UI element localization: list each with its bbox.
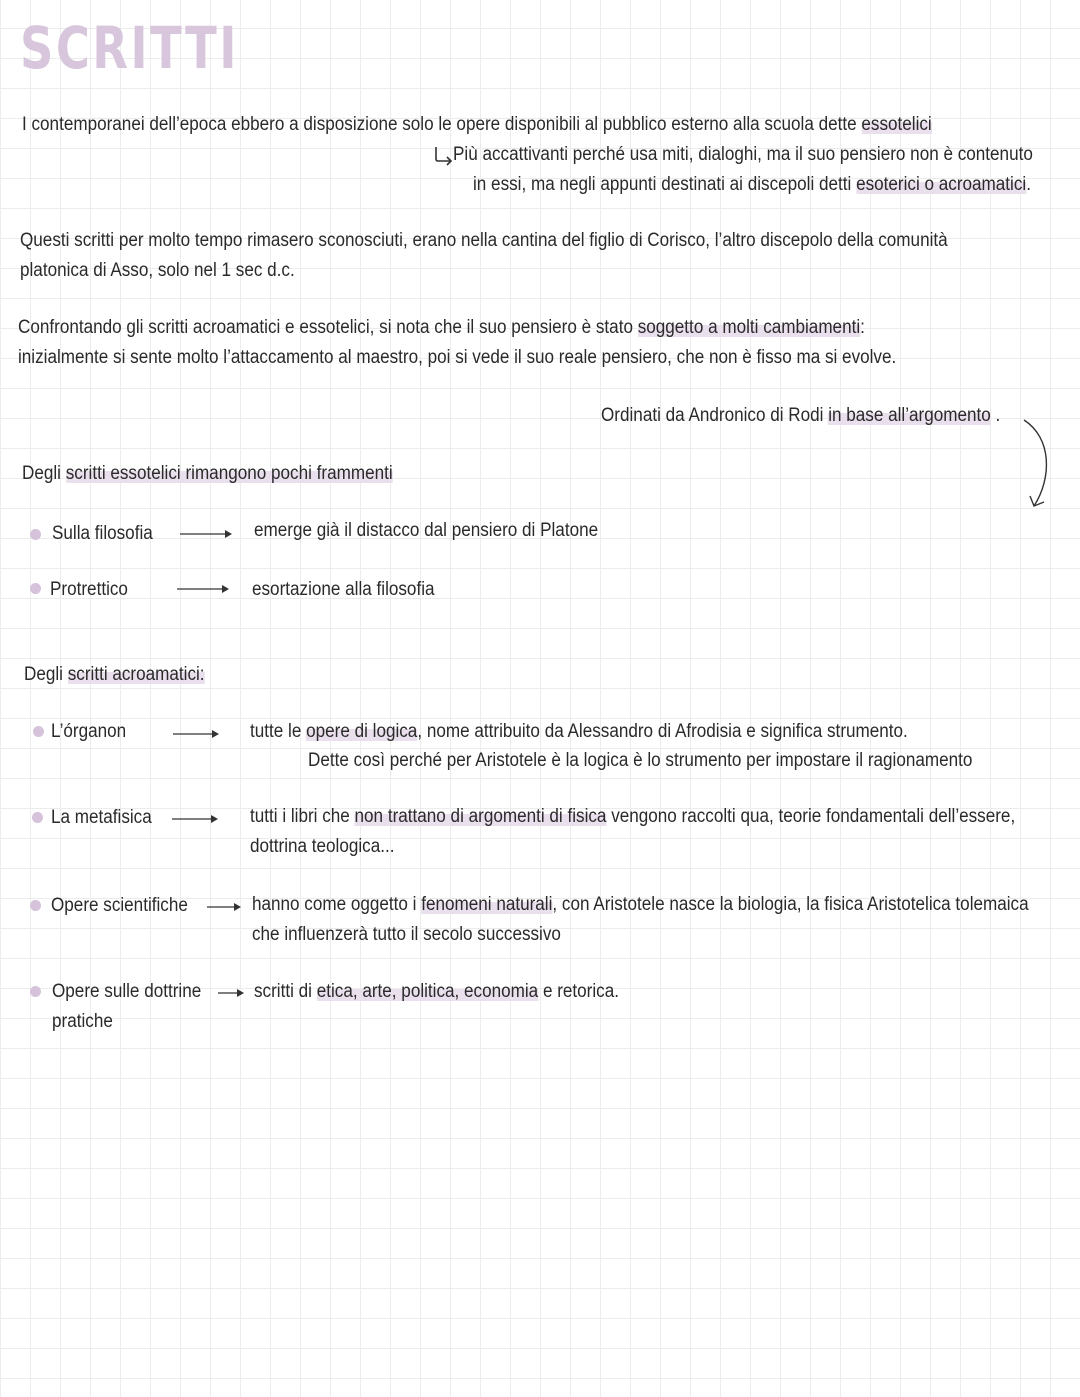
highlight-acroamatici: scritti acroamatici: (67, 664, 205, 685)
intro-line-2: Più accattivanti perché usa miti, dialoghi, ma il suo pensiero non è contenuto (453, 144, 1033, 165)
item-label: Opere scientifiche (51, 895, 188, 916)
highlight-essotelici: essotelici (861, 114, 932, 135)
intro-line-1 (22, 110, 932, 140)
arrow-right-icon (218, 987, 246, 999)
intro-text: . (1026, 174, 1031, 195)
highlight-frammenti: scritti essotelici rimangono pochi frammenti (65, 463, 393, 484)
item-label: Sulla filosofia (52, 523, 153, 544)
highlight-cambiamenti: soggetto a molti cambiamenti (637, 317, 861, 338)
item-label-line-2: pratiche (52, 1011, 113, 1032)
highlight-argomento: in base all’argomento (828, 405, 991, 426)
ordinati-text: . (990, 405, 1001, 426)
page-title: SCRITTI (20, 14, 239, 82)
bullet-icon (30, 529, 41, 540)
desc-text: vengono raccolti qua, teorie fondamentali dell’essere, (606, 806, 1016, 827)
bullet-icon (32, 812, 43, 823)
desc-text: hanno come oggetto i (252, 894, 422, 915)
heading-text: Degli (22, 463, 66, 484)
bullet-icon (33, 726, 44, 737)
arrow-right-icon (180, 528, 234, 540)
arrow-right-icon (172, 813, 220, 825)
desc-text: tutti i libri che (250, 806, 355, 827)
item-desc-line-2: Dette così perché per Aristotele è la logica è lo strumento per impostare il ragionamento (308, 750, 973, 771)
highlight-fisica: non trattano di argomenti di fisica (354, 806, 607, 827)
bullet-icon (30, 986, 41, 997)
ordinati-note (601, 401, 1000, 431)
desc-text: scritti di (254, 981, 317, 1002)
item-desc: esortazione alla filosofia (252, 579, 435, 600)
bullet-icon (30, 900, 41, 911)
para2-line-2: platonica di Asso, solo nel 1 sec d.c. (20, 260, 295, 281)
arrow-right-icon (207, 901, 243, 913)
highlight-etica: etica, arte, politica, economia (316, 981, 539, 1002)
desc-text: , nome attribuito da Alessandro di Afrodisia e significa strumento. (417, 721, 908, 742)
hook-arrow-icon (432, 146, 454, 171)
intro-line-3 (473, 170, 1031, 200)
bullet-icon (30, 583, 41, 594)
intro-text: I contemporanei dell’epoca ebbero a disposizione solo le opere disponibili al pubblico esterno alla scuola dette (22, 114, 862, 135)
para3-text: Confrontando gli scritti acroamatici e essotelici, si nota che il suo pensiero è stato (18, 317, 638, 338)
item-desc-line-1 (252, 890, 1029, 920)
highlight-fenomeni: fenomeni naturali (421, 894, 553, 915)
para2-line-1: Questi scritti per molto tempo rimasero sconosciuti, erano nella cantina del figlio di Corisco, l’altro discepolo della comunità (20, 230, 948, 251)
item-desc (254, 977, 619, 1007)
arrow-right-icon (177, 583, 231, 595)
curved-arrow-icon (1018, 416, 1058, 517)
item-desc-line-1 (250, 802, 1015, 832)
ordinati-text: Ordinati da Andronico di Rodi (601, 405, 829, 426)
item-label: L’órganon (51, 721, 127, 742)
item-desc: emerge già il distacco dal pensiero di Platone (254, 520, 599, 541)
item-desc-line-2: dottrina teologica... (250, 836, 395, 857)
highlight-logica: opere di logica (306, 721, 418, 742)
item-label: Protrettico (50, 579, 128, 600)
item-label-line-1: Opere sulle dottrine (52, 981, 202, 1002)
intro-text: in essi, ma negli appunti destinati ai discepoli detti (473, 174, 857, 195)
section-essotelici-heading (22, 459, 393, 489)
arrow-right-icon (173, 728, 221, 740)
highlight-esoterici: esoterici o acroamatici (856, 174, 1027, 195)
desc-text: e retorica. (538, 981, 619, 1002)
desc-text: , con Aristotele nasce la biologia, la fisica Aristotelica tolemaica (552, 894, 1029, 915)
item-label: La metafisica (51, 807, 152, 828)
para3-line-1 (18, 313, 865, 343)
heading-text: Degli (24, 664, 68, 685)
section-acroamatici-heading (24, 660, 205, 690)
item-desc-line-1 (250, 717, 908, 747)
para3-text: : (860, 317, 865, 338)
desc-text: tutte le (250, 721, 307, 742)
para3-line-2: inizialmente si sente molto l’attaccamento al maestro, poi si vede il suo reale pensiero, che non è fisso ma si evolve. (18, 347, 897, 368)
item-desc-line-2: che influenzerà tutto il secolo successivo (252, 924, 561, 945)
